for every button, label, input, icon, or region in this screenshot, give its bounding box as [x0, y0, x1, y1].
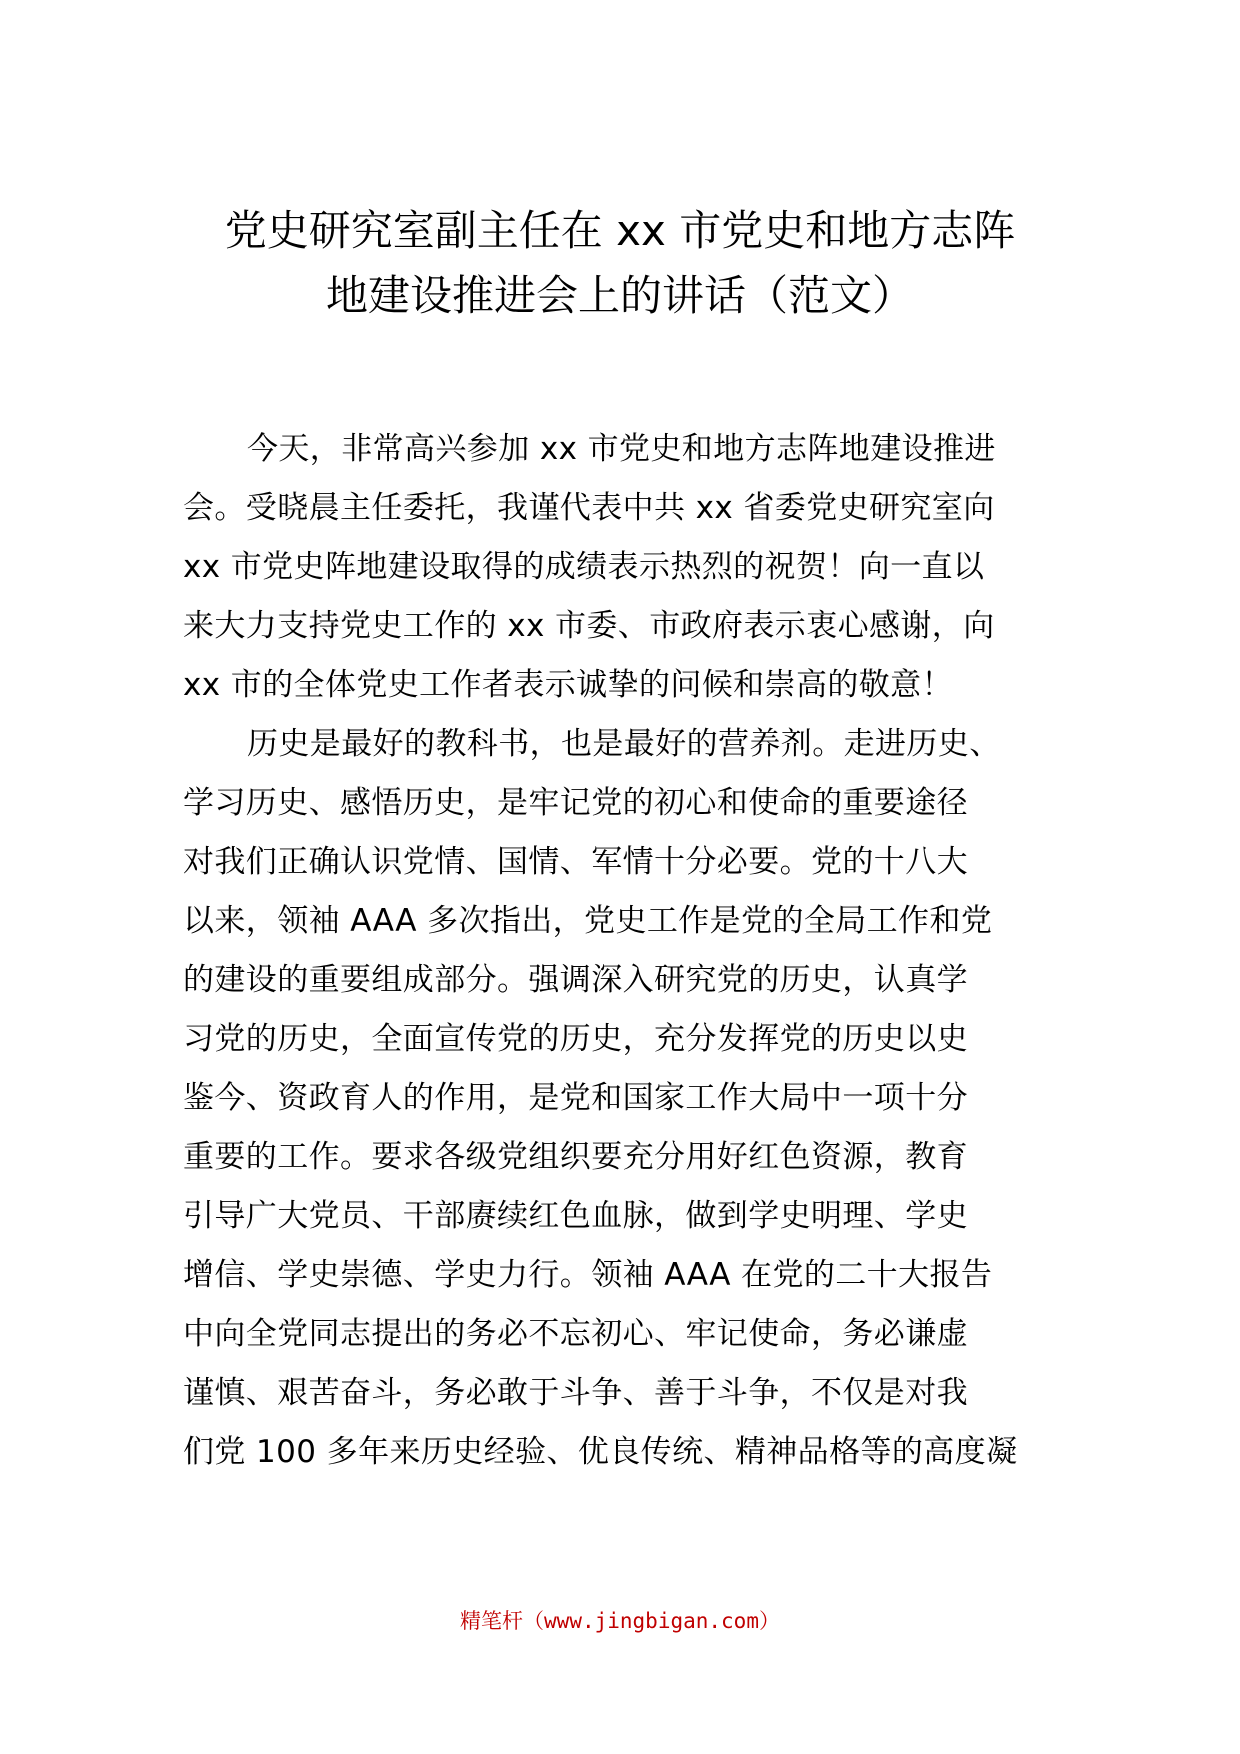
paragraph-2-line-10: 增信、学史崇德、学史力行。领袖 AAA 在党的二十大报告 — [183, 1257, 993, 1293]
paragraph-2-line-2: 学习历史、感悟历史，是牢记党的初心和使命的重要途径 — [183, 785, 968, 821]
paragraph-2-line-8: 重要的工作。要求各级党组织要充分用好红色资源，教育 — [183, 1139, 968, 1175]
paragraph-1-line-4: 来大力支持党史工作的 xx 市委、市政府表示衷心感谢，向 — [183, 608, 995, 644]
footer-watermark-link[interactable]: 精笔杆（www.jingbigan.com） — [460, 1609, 780, 1633]
paragraph-1-line-2: 会。受晓晨主任委托，我谨代表中共 xx 省委党史研究室向 — [183, 490, 995, 526]
paragraph-2-line-3: 对我们正确认识党情、国情、军情十分必要。党的十八大 — [183, 844, 968, 880]
paragraph-2-line-1: 历史是最好的教科书，也是最好的营养剂。走进历史、 — [247, 726, 1001, 762]
paragraph-1-line-5: xx 市的全体党史工作者表示诚挚的问候和崇高的敬意！ — [183, 667, 953, 703]
document-title — [150, 198, 1090, 328]
paragraph-1-line-1: 今天，非常高兴参加 xx 市党史和地方志阵地建设推进 — [247, 431, 996, 467]
document-body — [183, 420, 1063, 1482]
paragraph-2-line-9: 引导广大党员、干部赓续红色血脉，做到学史明理、学史 — [183, 1198, 968, 1234]
paragraph-1-line-3: xx 市党史阵地建设取得的成绩表示热烈的祝贺！向一直以 — [183, 549, 985, 585]
title-line-2: 地建设推进会上的讲话（范文） — [325, 271, 914, 320]
paragraph-2-line-11: 中向全党同志提出的务必不忘初心、牢记使命，务必谦虚 — [183, 1316, 968, 1352]
paragraph-2-line-12: 谨慎、艰苦奋斗，务必敢于斗争、善于斗争，不仅是对我 — [183, 1375, 968, 1411]
paragraph-2-line-7: 鉴今、资政育人的作用，是党和国家工作大局中一项十分 — [183, 1080, 968, 1116]
paragraph-2-line-5: 的建设的重要组成部分。强调深入研究党的历史，认真学 — [183, 962, 968, 998]
paragraph-2-line-6: 习党的历史，全面宣传党的历史，充分发挥党的历史以史 — [183, 1021, 968, 1057]
title-line-1: 党史研究室副主任在 xx 市党史和地方志阵 — [224, 206, 1016, 255]
paragraph-2-line-13: 们党 100 多年来历史经验、优良传统、精神品格等的高度凝 — [183, 1434, 1018, 1470]
paragraph-2-line-4: 以来，领袖 AAA 多次指出，党史工作是党的全局工作和党 — [183, 903, 993, 939]
